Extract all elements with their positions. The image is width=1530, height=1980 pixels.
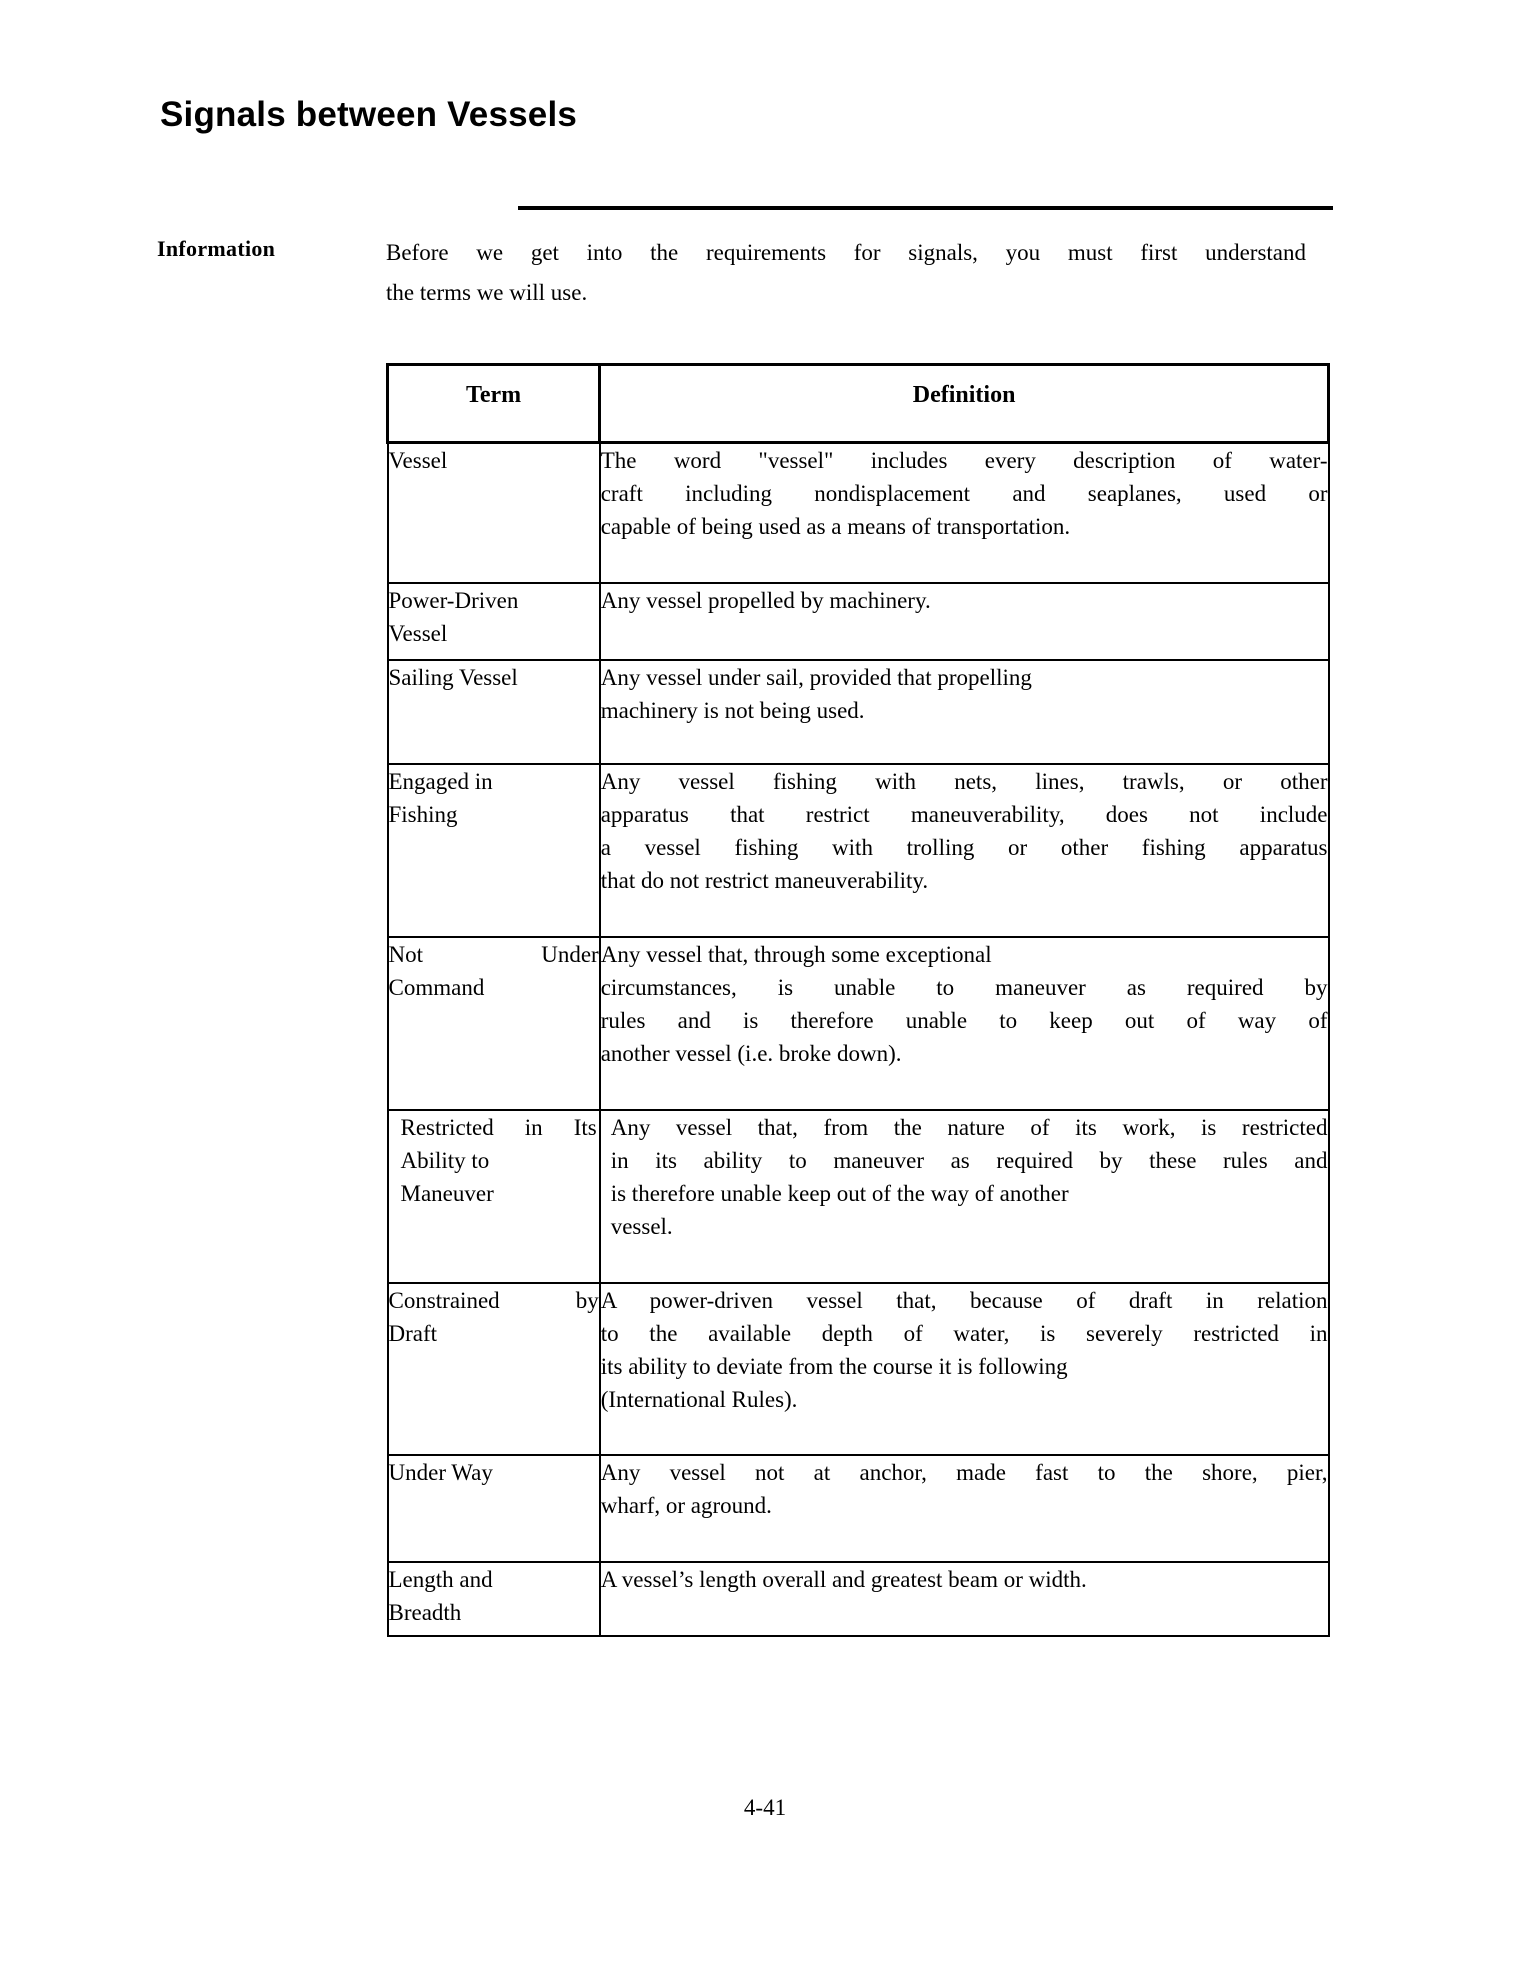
column-header-definition: Definition	[600, 365, 1329, 443]
table-row	[388, 583, 1329, 660]
definition-line: Any vessel that, from the nature of its work, is restricted	[610, 1114, 1328, 1140]
definition-line: is therefore unable keep out of the way of another	[610, 1180, 1069, 1206]
term-line: Constrained by	[388, 1287, 599, 1313]
definition-line: wharf, or aground.	[600, 1492, 772, 1518]
table-cell-definition	[600, 764, 1329, 937]
table-cell-term	[388, 660, 600, 764]
definition-line: in its ability to maneuver as required by these rules and	[610, 1147, 1328, 1173]
term-line: Restricted in Its	[400, 1114, 597, 1140]
table-row	[388, 764, 1329, 937]
term-line: Vessel	[388, 620, 448, 646]
term-line: Draft	[388, 1320, 438, 1346]
table-row	[388, 443, 1329, 583]
table-row	[388, 1562, 1329, 1636]
table-cell-definition	[600, 1562, 1329, 1636]
page-number: 4-41	[743, 1795, 787, 1820]
table-cell-definition	[600, 583, 1329, 660]
table-cell-term	[388, 583, 600, 660]
term-line: Ability to	[400, 1147, 490, 1173]
definition-line: another vessel (i.e. broke down).	[600, 1040, 902, 1066]
definition-line: capable of being used as a means of transportation.	[600, 514, 1071, 539]
table-row	[388, 1455, 1329, 1562]
definition-line: machinery is not being used.	[600, 697, 865, 723]
column-header-term: Term	[388, 365, 600, 443]
table-cell-definition	[600, 1455, 1329, 1562]
definition-line: Any vessel not at anchor, made fast to the shore, pier,	[600, 1459, 1328, 1485]
information-paragraph-line-1: Before we get into the requirements for signals, you must first understand	[386, 240, 1306, 265]
term-line: Maneuver	[400, 1180, 494, 1206]
definition-line: (International Rules).	[600, 1386, 798, 1412]
definition-line: vessel.	[610, 1213, 673, 1239]
table-row	[388, 660, 1329, 764]
table-cell-term	[388, 1283, 600, 1455]
definition-line: A power-driven vessel that, because of draft in relation	[600, 1287, 1328, 1313]
term-line: Length and	[388, 1566, 493, 1592]
table-row	[388, 937, 1329, 1110]
information-paragraph	[386, 233, 1306, 313]
information-section-label: Information	[157, 236, 276, 261]
table-cell-definition	[600, 660, 1329, 764]
table-cell-term	[388, 1110, 600, 1283]
definition-line: circumstances, is unable to maneuver as required by	[600, 974, 1328, 1000]
term-line: Vessel	[388, 448, 448, 473]
definition-line: that do not restrict maneuverability.	[600, 867, 929, 893]
table-cell-term	[388, 1455, 600, 1562]
definition-line: to the available depth of water, is severely restricted in	[600, 1320, 1328, 1346]
terms-definitions-table	[386, 363, 1330, 1637]
definition-line: Any vessel under sail, provided that propelling	[600, 664, 1032, 690]
definition-line: The word "vessel" includes every description of water-	[600, 448, 1328, 473]
definition-line: Any vessel propelled by machinery.	[600, 587, 931, 613]
definition-line: its ability to deviate from the course it is following	[600, 1353, 1068, 1379]
table-cell-definition	[600, 1110, 1329, 1283]
definition-line: a vessel fishing with trolling or other fishing apparatus	[600, 834, 1328, 860]
definition-line: A vessel’s length overall and greatest beam or width.	[600, 1566, 1087, 1592]
header-divider-rule	[518, 206, 1333, 210]
term-line: Engaged in	[388, 768, 493, 794]
definition-line: apparatus that restrict maneuverability, does not include	[600, 801, 1328, 827]
term-line: Power-Driven	[388, 587, 519, 613]
table-cell-definition	[600, 443, 1329, 583]
table-cell-definition	[600, 937, 1329, 1110]
page-title: Signals between Vessels	[160, 95, 578, 134]
definition-line: craft including nondisplacement and seaplanes, used or	[600, 481, 1328, 506]
table-cell-term	[388, 1562, 600, 1636]
term-line: Under Way	[388, 1459, 493, 1485]
information-paragraph-line-2: the terms we will use.	[386, 280, 588, 305]
term-line: Breadth	[388, 1599, 462, 1625]
definition-line: rules and is therefore unable to keep out of way of	[600, 1007, 1328, 1033]
table-cell-definition	[600, 1283, 1329, 1455]
term-line: Sailing Vessel	[388, 664, 518, 690]
table-cell-term	[388, 764, 600, 937]
definition-line: Any vessel fishing with nets, lines, trawls, or other	[600, 768, 1328, 794]
term-line: Not Under	[388, 941, 599, 967]
table-cell-term	[388, 443, 600, 583]
term-line: Command	[388, 974, 485, 1000]
table-cell-term	[388, 937, 600, 1110]
table-row	[388, 1283, 1329, 1455]
definition-line: Any vessel that, through some exceptional	[600, 941, 992, 967]
term-line: Fishing	[388, 801, 458, 827]
table-header-row	[388, 365, 1329, 443]
table-row	[388, 1110, 1329, 1283]
